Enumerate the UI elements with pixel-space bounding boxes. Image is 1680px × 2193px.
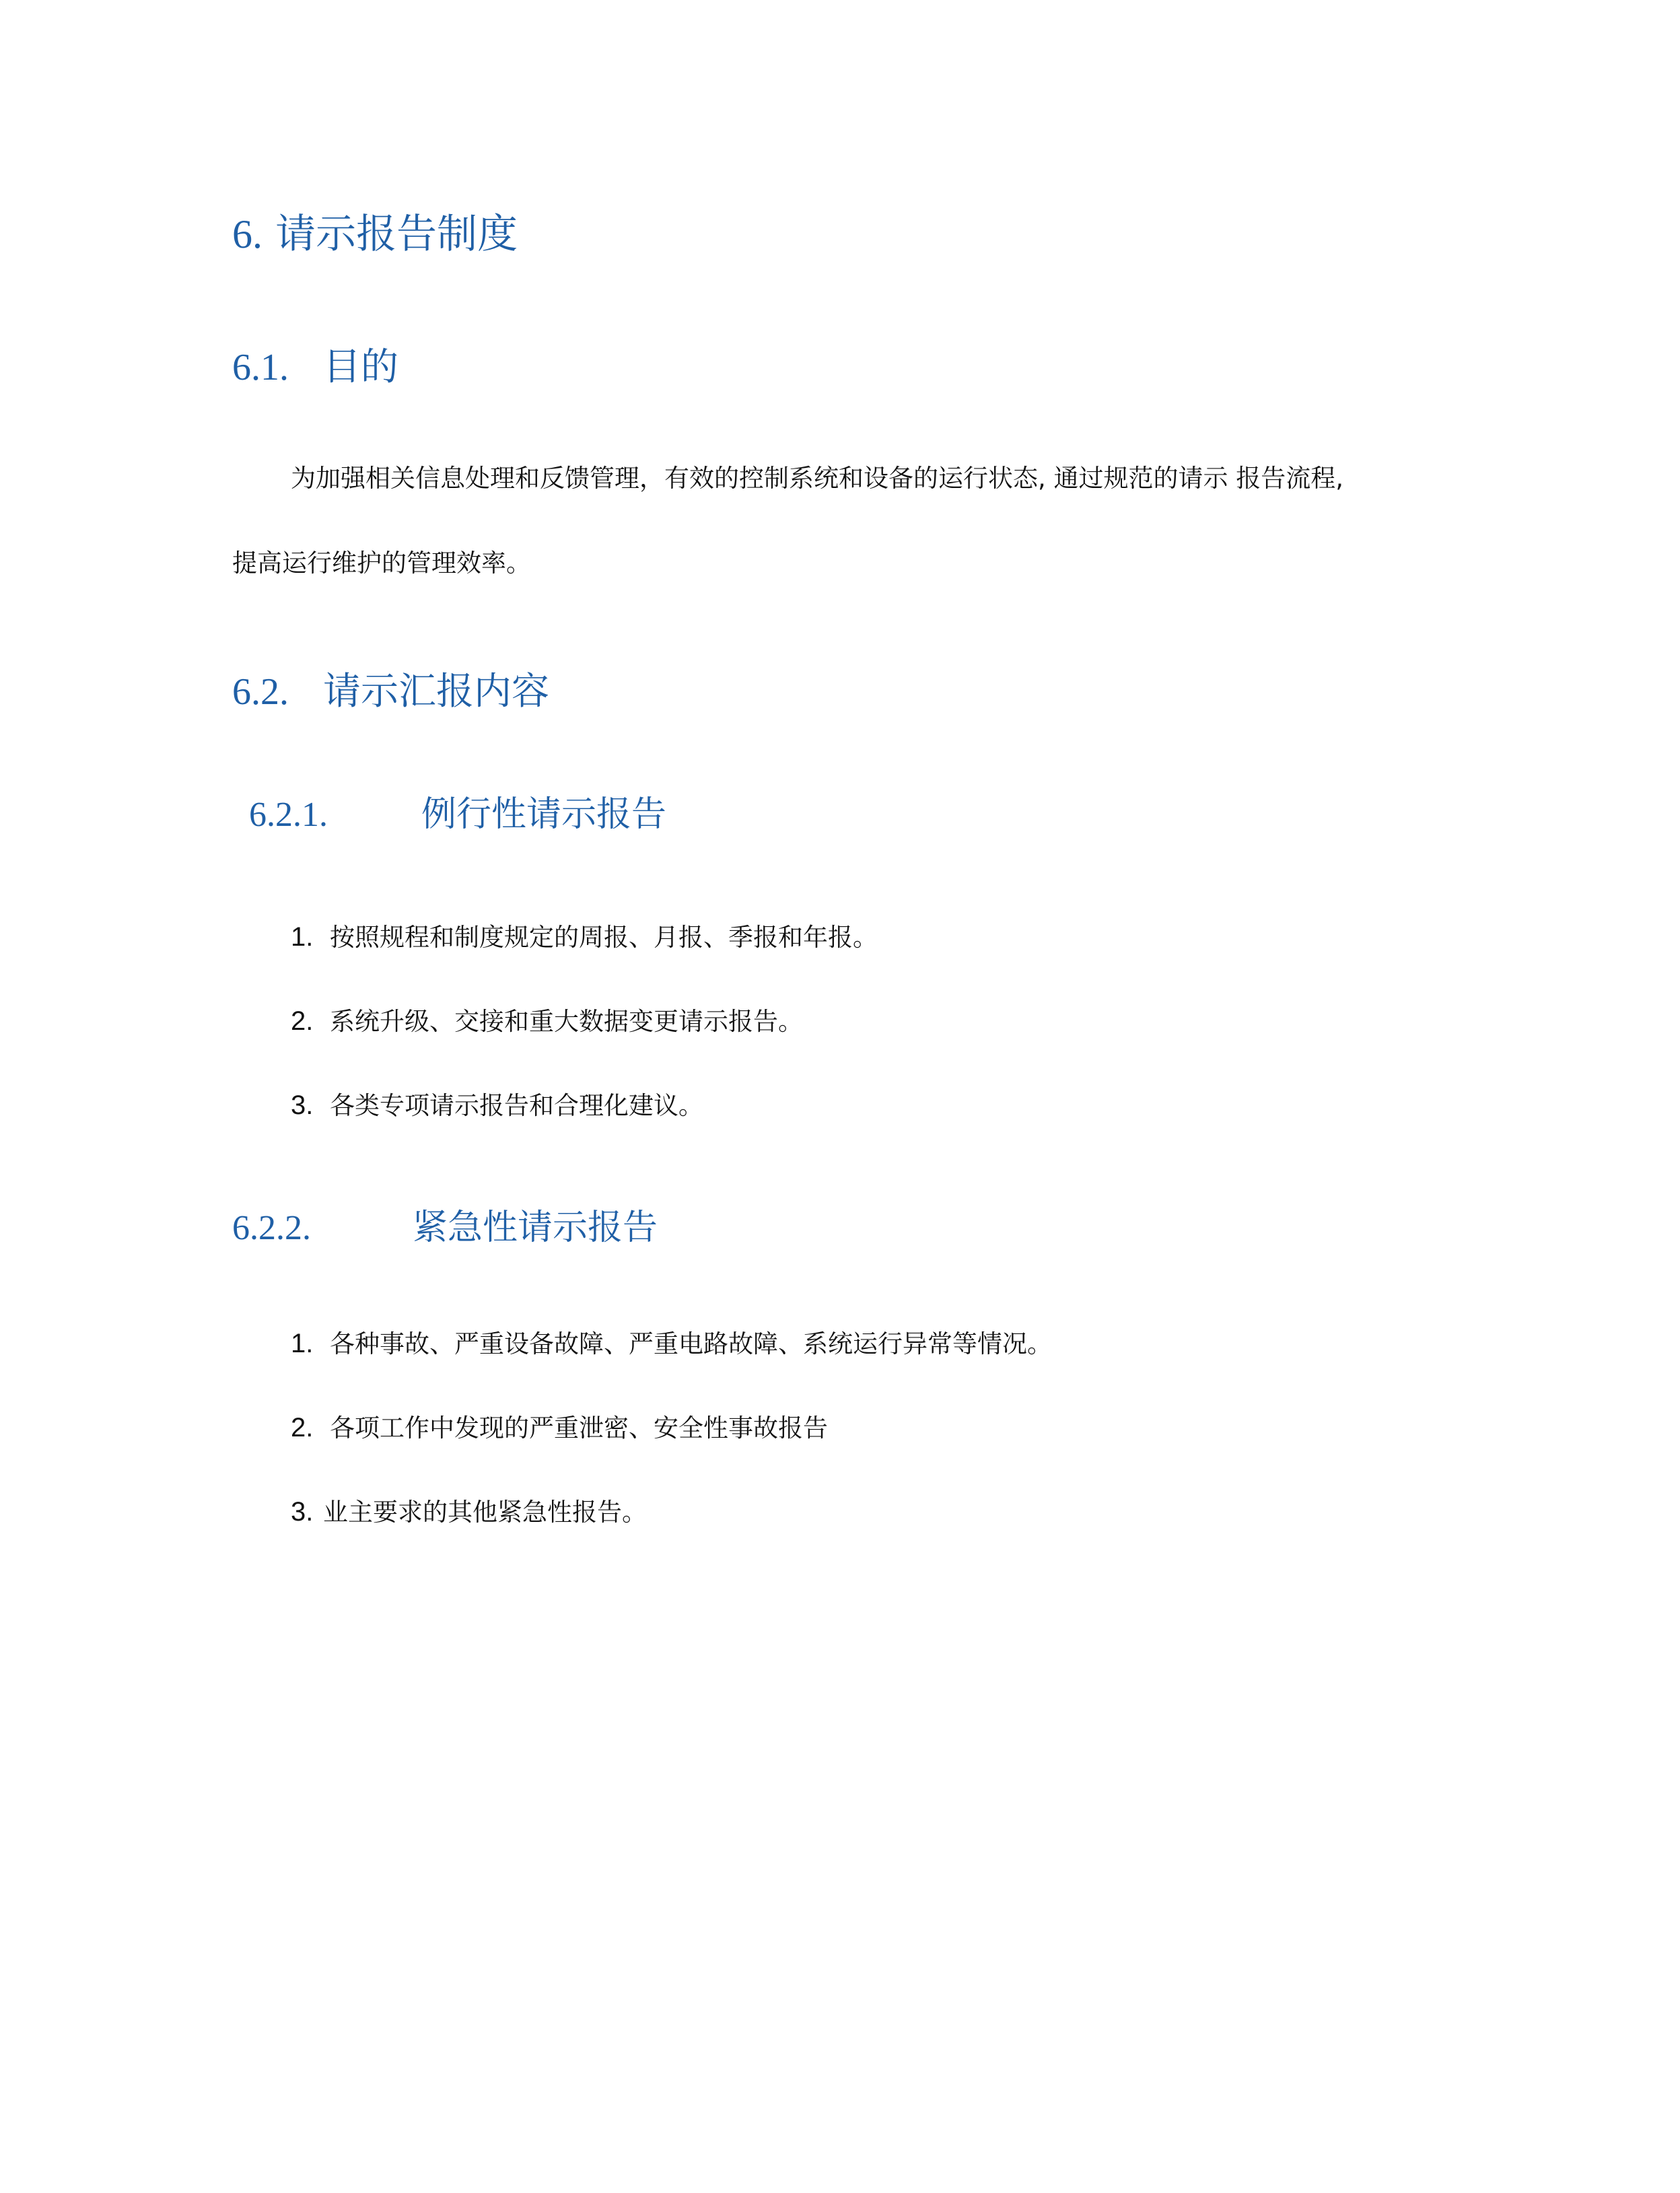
section-heading-6-2-2	[232, 1210, 658, 1246]
section-title: 紧急性请示报告	[413, 1208, 658, 1248]
list-item-text: 按照规程和制度规定的周报、月报、季报和年报。	[330, 923, 878, 952]
list-item-number: 1.	[291, 1329, 314, 1358]
list-item	[291, 924, 878, 950]
list-item	[291, 1414, 828, 1441]
list-item-text: 各种事故、严重设备故障、严重电路故障、系统运行异常等情况。	[330, 1329, 1052, 1358]
section-title: 请示报告制度	[275, 211, 518, 258]
list-item	[291, 1330, 1052, 1357]
section-number: 6.2.2.	[232, 1209, 311, 1247]
list-item-text: 业主要求的其他紧急性报告。	[323, 1498, 647, 1527]
list-item-text: 各项工作中发现的严重泄密、安全性事故报告	[330, 1414, 828, 1442]
section-heading-6-2-1	[249, 794, 667, 835]
section-number: 6.1.	[232, 347, 289, 388]
section-number: 6.2.	[232, 671, 289, 713]
purpose-paragraph-line-2: 提高运行维护的管理效率。	[232, 549, 531, 578]
section-heading-6-1	[232, 345, 398, 389]
list-item-number: 2.	[291, 1413, 314, 1442]
section-number: 6.	[232, 212, 262, 256]
list-item	[291, 1008, 803, 1035]
list-item-text: 各类专项请示报告和合理化建议。	[330, 1091, 703, 1120]
list-item	[291, 1498, 647, 1525]
section-title: 例行性请示报告	[421, 794, 667, 835]
section-title: 请示汇报内容	[323, 670, 549, 713]
purpose-paragraph-line-1: 为加强相关信息处理和反馈管理，有效的控制系统和设备的运行状态, 通过规范的请示 报告流程,	[291, 464, 1344, 493]
list-item	[291, 1092, 703, 1119]
list-item-text: 系统升级、交接和重大数据变更请示报告。	[330, 1007, 803, 1036]
list-item-number: 2.	[291, 1006, 314, 1036]
list-item-number: 1.	[291, 922, 314, 952]
section-number: 6.2.1.	[249, 796, 328, 834]
section-heading-6	[232, 211, 518, 258]
list-item-number: 3.	[291, 1090, 314, 1120]
list-item-number: 3.	[291, 1497, 314, 1527]
section-title: 目的	[323, 345, 398, 389]
section-heading-6-2	[232, 670, 549, 713]
